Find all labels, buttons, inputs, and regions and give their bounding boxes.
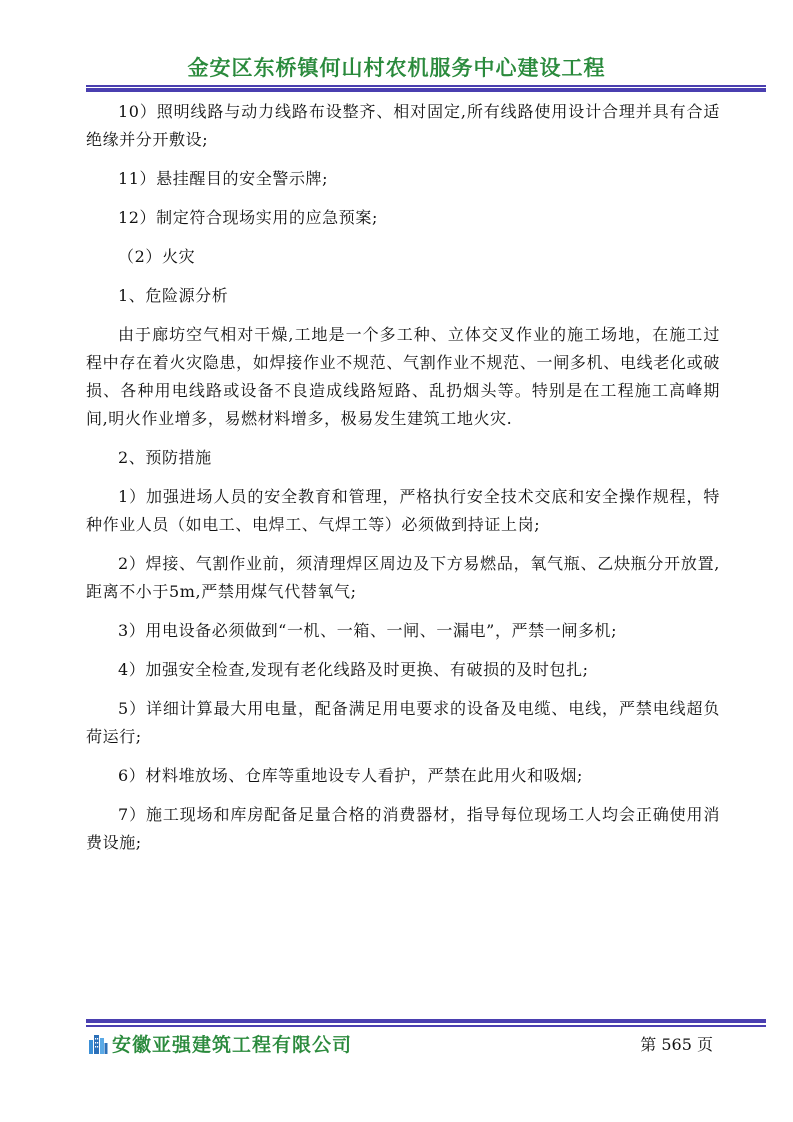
paragraph: （2）火灾 <box>118 247 196 266</box>
paragraph: 7）施工现场和库房配备足量合格的消费器材，指导每位现场工人均会正确使用消费设施; <box>86 805 720 852</box>
paragraph: 由于廊坊空气相对干燥,工地是一个多工种、立体交叉作业的施工场地，在施工过程中存在着火灾隐患，如焊接作业不规范、气割作业不规范、一闸多机、电线老化或破损、各种用电线路或设备不良造成线路短路、乱扔烟头等。特别是在工程施工高峰期间,明火作业增多，易燃材料增多，极易发生建筑工地火灾. <box>86 325 720 428</box>
paragraph: 3）用电设备必须做到“一机、一箱、一闸、一漏电”，严禁一闸多机; <box>118 621 618 640</box>
paragraph: 1、危险源分析 <box>118 286 229 305</box>
header-rule-thick <box>86 88 766 92</box>
header-rule-thin <box>86 85 766 87</box>
page-body <box>86 98 720 868</box>
footer-rule-thin <box>86 1025 766 1027</box>
building-logo-icon <box>88 1032 108 1054</box>
paragraph: 11）悬挂醒目的安全警示牌; <box>118 169 329 188</box>
paragraph: 12）制定符合现场实用的应急预案; <box>118 208 378 227</box>
paragraph: 2、预防措施 <box>118 448 212 467</box>
paragraph: 5）详细计算最大用电量，配备满足用电要求的设备及电缆、电线，严禁电线超负荷运行; <box>86 699 720 746</box>
page-number: 第 565 页 <box>640 1035 713 1054</box>
paragraph: 10）照明线路与动力线路布设整齐、相对固定,所有线路使用设计合理并具有合适绝缘并分开敷设; <box>86 102 720 149</box>
paragraph: 4）加强安全检查,发现有老化线路及时更换、有破损的及时包扎; <box>118 660 589 679</box>
paragraph: 2）焊接、气割作业前，须清理焊区周边及下方易燃品，氧气瓶、乙炔瓶分开放置,距离不小于5m,严禁用煤气代替氧气; <box>86 554 720 601</box>
paragraph: 6）材料堆放场、仓库等重地设专人看护，严禁在此用火和吸烟; <box>118 766 583 785</box>
footer-company: 安徽亚强建筑工程有限公司 <box>112 1034 353 1056</box>
footer-rule-thick <box>86 1019 766 1023</box>
header-title: 金安区东桥镇何山村农机服务中心建设工程 <box>187 56 606 80</box>
paragraph: 1）加强进场人员的安全教育和管理，严格执行安全技术交底和安全操作规程，特种作业人员（如电工、电焊工、气焊工等）必须做到持证上岗; <box>86 487 720 534</box>
